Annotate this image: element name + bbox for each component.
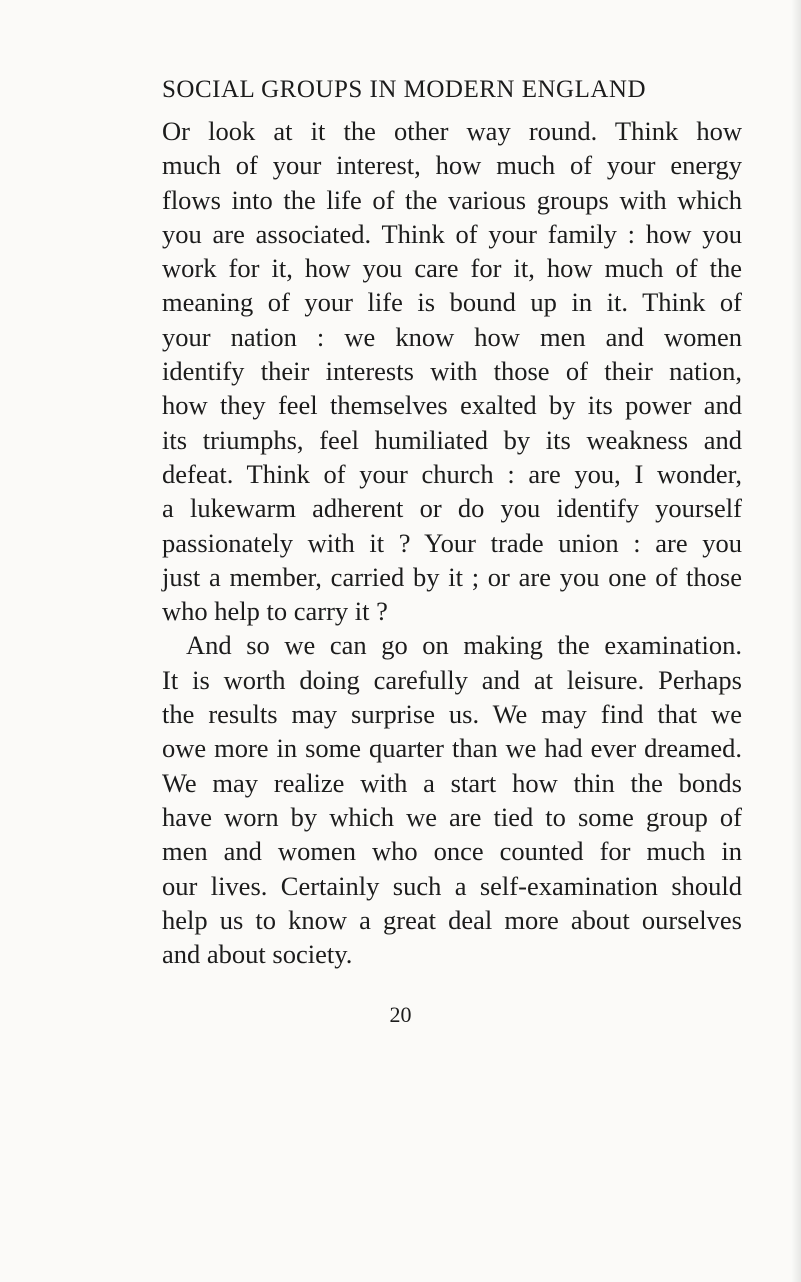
running-head: SOCIAL GROUPS IN MODERN ENGLAND	[162, 76, 647, 103]
text-line: help us to know a great deal more about ourselves	[162, 904, 742, 935]
text-line: work for it, how you care for it, how much of the	[162, 253, 742, 284]
paragraph-last-line: and about society.	[162, 939, 353, 970]
page-number: 20	[389, 1002, 412, 1027]
text-line: identify their interests with those of their nation,	[162, 356, 742, 387]
paragraph-last-line: who help to carry it ?	[162, 596, 388, 627]
text-line: owe more in some quarter than we had ever dreamed.	[162, 733, 742, 764]
text-line: just a member, carried by it ; or are you one of those	[162, 561, 742, 592]
text-line: the results may surprise us. We may find that we	[162, 699, 742, 730]
text-line: you are associated. Think of your family : how you	[162, 218, 742, 249]
text-line: your nation : we know how men and women	[162, 321, 742, 352]
text-line: flows into the life of the various groups with which	[162, 184, 742, 215]
paragraph-first-line: And so we can go on making the examination.	[186, 630, 742, 661]
text-line: much of your interest, how much of your energy	[162, 150, 742, 181]
text-line: its triumphs, feel humiliated by its weakness and	[162, 424, 742, 455]
text-line: meaning of your life is bound up in it. Think of	[162, 287, 742, 318]
text-line: have worn by which we are tied to some group of	[162, 801, 742, 832]
body-text	[162, 114, 742, 971]
text-line: We may realize with a start how thin the bonds	[162, 767, 742, 798]
page-edge-shadow	[791, 0, 801, 1282]
text-line: defeat. Think of your church : are you, I wonder,	[162, 458, 742, 489]
text-line: a lukewarm adherent or do you identify yourself	[162, 493, 742, 524]
text-line: how they feel themselves exalted by its power and	[162, 390, 742, 421]
text-line: men and women who once counted for much in	[162, 836, 742, 867]
text-line: our lives. Certainly such a self-examination should	[162, 870, 742, 901]
text-line: It is worth doing carefully and at leisure. Perhaps	[162, 664, 742, 695]
text-line: passionately with it ? Your trade union : are you	[162, 527, 742, 558]
text-line: Or look at it the other way round. Think how	[162, 116, 742, 146]
